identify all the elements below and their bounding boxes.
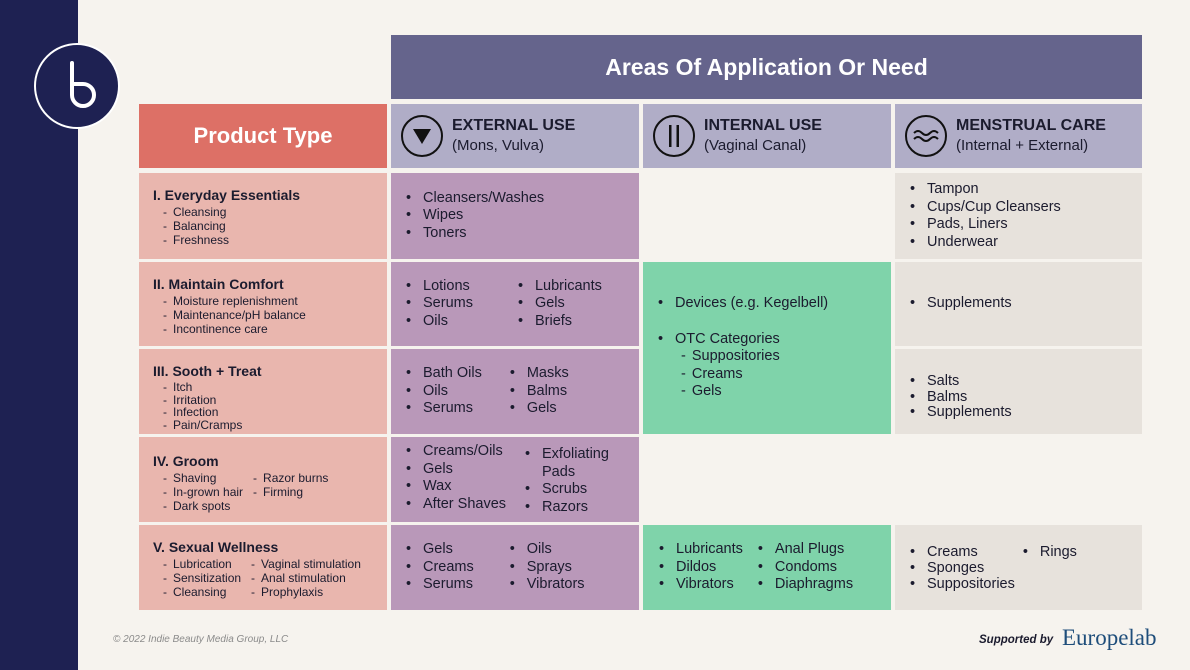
- list-item: • Creams/Oils: [423, 443, 506, 461]
- list-sub-item: - Creams: [681, 366, 828, 384]
- list-sub-item: - Suppositories: [681, 348, 828, 366]
- row-sub-item: - Firming: [243, 485, 328, 499]
- row-title: III. Sooth + Treat: [153, 363, 262, 379]
- external-use-subtitle: (Mons, Vulva): [452, 137, 544, 154]
- product-type-header: Product Type: [139, 104, 387, 168]
- row-title: II. Maintain Comfort: [153, 276, 284, 292]
- row-sub-item: - In-grown hair: [153, 485, 243, 499]
- row-groom: [139, 437, 387, 522]
- row-sub-item: - Dark spots: [153, 499, 243, 513]
- list-item: • Supplements: [927, 295, 1012, 313]
- row-sub-item: - Vaginal stimulation: [241, 557, 361, 571]
- row-sub-item: - Sensitization: [153, 571, 241, 585]
- list-item: • Gels: [527, 400, 569, 418]
- list-item: • Dildos: [676, 559, 743, 577]
- list-item: • Rings: [1040, 544, 1077, 560]
- list-item: • Gels: [423, 541, 474, 559]
- list-item: • Briefs: [535, 313, 602, 331]
- row-sub-item: - Irritation: [153, 394, 262, 407]
- list-item: • After Shaves: [423, 496, 506, 514]
- external-cell-r3: [391, 349, 639, 434]
- external-cell-r4: [391, 437, 639, 522]
- menstrual-cell-r3: [895, 349, 1142, 434]
- list-item: • Cups/Cup Cleansers: [927, 199, 1061, 217]
- list-item: • Serums: [423, 295, 473, 313]
- list-item: • Oils: [527, 541, 585, 559]
- list-item: • Vibrators: [676, 576, 743, 594]
- list-item: • Condoms: [775, 559, 853, 577]
- triangle-down-icon: [401, 115, 443, 157]
- europelab-logo: Europelab: [1062, 625, 1157, 650]
- list-item: • Devices (e.g. Kegelbell): [675, 295, 828, 313]
- list-item: • Razors: [542, 499, 622, 517]
- list-item: • Supplements: [927, 405, 1012, 421]
- list-item: • Bath Oils: [423, 365, 482, 383]
- list-item: • Serums: [423, 576, 474, 594]
- internal-use-header: [643, 104, 891, 168]
- menstrual-care-header: [895, 104, 1142, 168]
- list-item: • Gels: [423, 461, 506, 479]
- row-sooth-treat: [139, 349, 387, 434]
- internal-cell-merged: [643, 262, 891, 434]
- menstrual-cell-r1: [895, 173, 1142, 259]
- row-sexual-wellness: [139, 525, 387, 610]
- row-sub-item: - Anal stimulation: [241, 571, 361, 585]
- external-cell-r2: [391, 262, 639, 346]
- list-item: • Scrubs: [542, 481, 622, 499]
- menstrual-care-subtitle: (Internal + External): [956, 137, 1089, 154]
- external-use-header: [391, 104, 639, 168]
- list-item: • Tampon: [927, 181, 1061, 199]
- list-item: • Sponges: [927, 560, 1015, 576]
- menstrual-cell-r5: [895, 525, 1142, 610]
- list-item: • Anal Plugs: [775, 541, 853, 559]
- waves-icon: [905, 115, 947, 157]
- row-title: IV. Groom: [153, 453, 219, 469]
- internal-cell-r5: [643, 525, 891, 610]
- external-cell-r5: [391, 525, 639, 610]
- row-sub-item: - Incontinence care: [153, 322, 306, 336]
- row-sub-item: - Moisture replenishment: [153, 294, 306, 308]
- list-item: • Wax: [423, 478, 506, 496]
- row-sub-item: - Freshness: [153, 233, 300, 247]
- row-sub-item: - Prophylaxis: [241, 585, 361, 599]
- list-item: • Sprays: [527, 559, 585, 577]
- row-sub-item: - Cleansing: [153, 585, 241, 599]
- list-item: • Suppositories: [927, 576, 1015, 592]
- list-item: • Lubricants: [535, 278, 602, 296]
- list-item: • Cleansers/Washes: [423, 190, 544, 208]
- list-item: • Oils: [423, 313, 473, 331]
- row-sub-item: - Shaving: [153, 471, 243, 485]
- row-sub-item: - Pain/Cramps: [153, 419, 262, 432]
- list-item: • Lubricants: [676, 541, 743, 559]
- list-item: • Wipes: [423, 207, 544, 225]
- row-title: V. Sexual Wellness: [153, 539, 279, 555]
- external-use-title: EXTERNAL USE: [452, 117, 576, 134]
- row-sub-item: - Maintenance/pH balance: [153, 308, 306, 322]
- list-item: • Salts: [927, 374, 1012, 390]
- row-sub-item: - Lubrication: [153, 557, 241, 571]
- list-item: • Masks: [527, 365, 569, 383]
- list-item: • Diaphragms: [775, 576, 853, 594]
- brand-logo: [34, 43, 120, 129]
- list-item: • Underwear: [927, 234, 1061, 252]
- list-sub-item: - Gels: [681, 383, 828, 401]
- row-everyday-essentials: [139, 173, 387, 259]
- list-item: • Pads, Liners: [927, 216, 1061, 234]
- row-title: I. Everyday Essentials: [153, 187, 301, 203]
- menstrual-care-title: MENSTRUAL CARE: [956, 117, 1106, 134]
- list-item: • Lotions: [423, 278, 473, 296]
- row-maintain-comfort: [139, 262, 387, 346]
- menstrual-cell-r2: [895, 262, 1142, 346]
- double-bar-icon: [653, 115, 695, 157]
- row-sub-item: - Razor burns: [243, 471, 328, 485]
- list-item: • Serums: [423, 400, 482, 418]
- list-item: • OTC Categories: [675, 331, 828, 349]
- list-item: • Creams: [927, 544, 1015, 560]
- list-item: • Balms: [527, 383, 569, 401]
- row-sub-item: - Cleansing: [153, 205, 300, 219]
- list-item: • Oils: [423, 383, 482, 401]
- list-item: • Toners: [423, 225, 544, 243]
- external-cell-r1: [391, 173, 639, 259]
- list-item: • Vibrators: [527, 576, 585, 594]
- list-item: • Exfoliating Pads: [542, 446, 622, 481]
- areas-header: Areas Of Application Or Need: [391, 35, 1142, 99]
- copyright-text: © 2022 Indie Beauty Media Group, LLC: [113, 634, 289, 645]
- internal-use-subtitle: (Vaginal Canal): [704, 137, 807, 154]
- list-item: • Balms: [927, 390, 1012, 406]
- row-sub-item: - Itch: [153, 381, 262, 394]
- row-sub-item: - Balancing: [153, 219, 300, 233]
- row-sub-item: - Infection: [153, 406, 262, 419]
- list-item: • Gels: [535, 295, 602, 313]
- supported-by-text: Supported by: [979, 634, 1054, 646]
- list-item: • Creams: [423, 559, 474, 577]
- internal-use-title: INTERNAL USE: [704, 117, 822, 134]
